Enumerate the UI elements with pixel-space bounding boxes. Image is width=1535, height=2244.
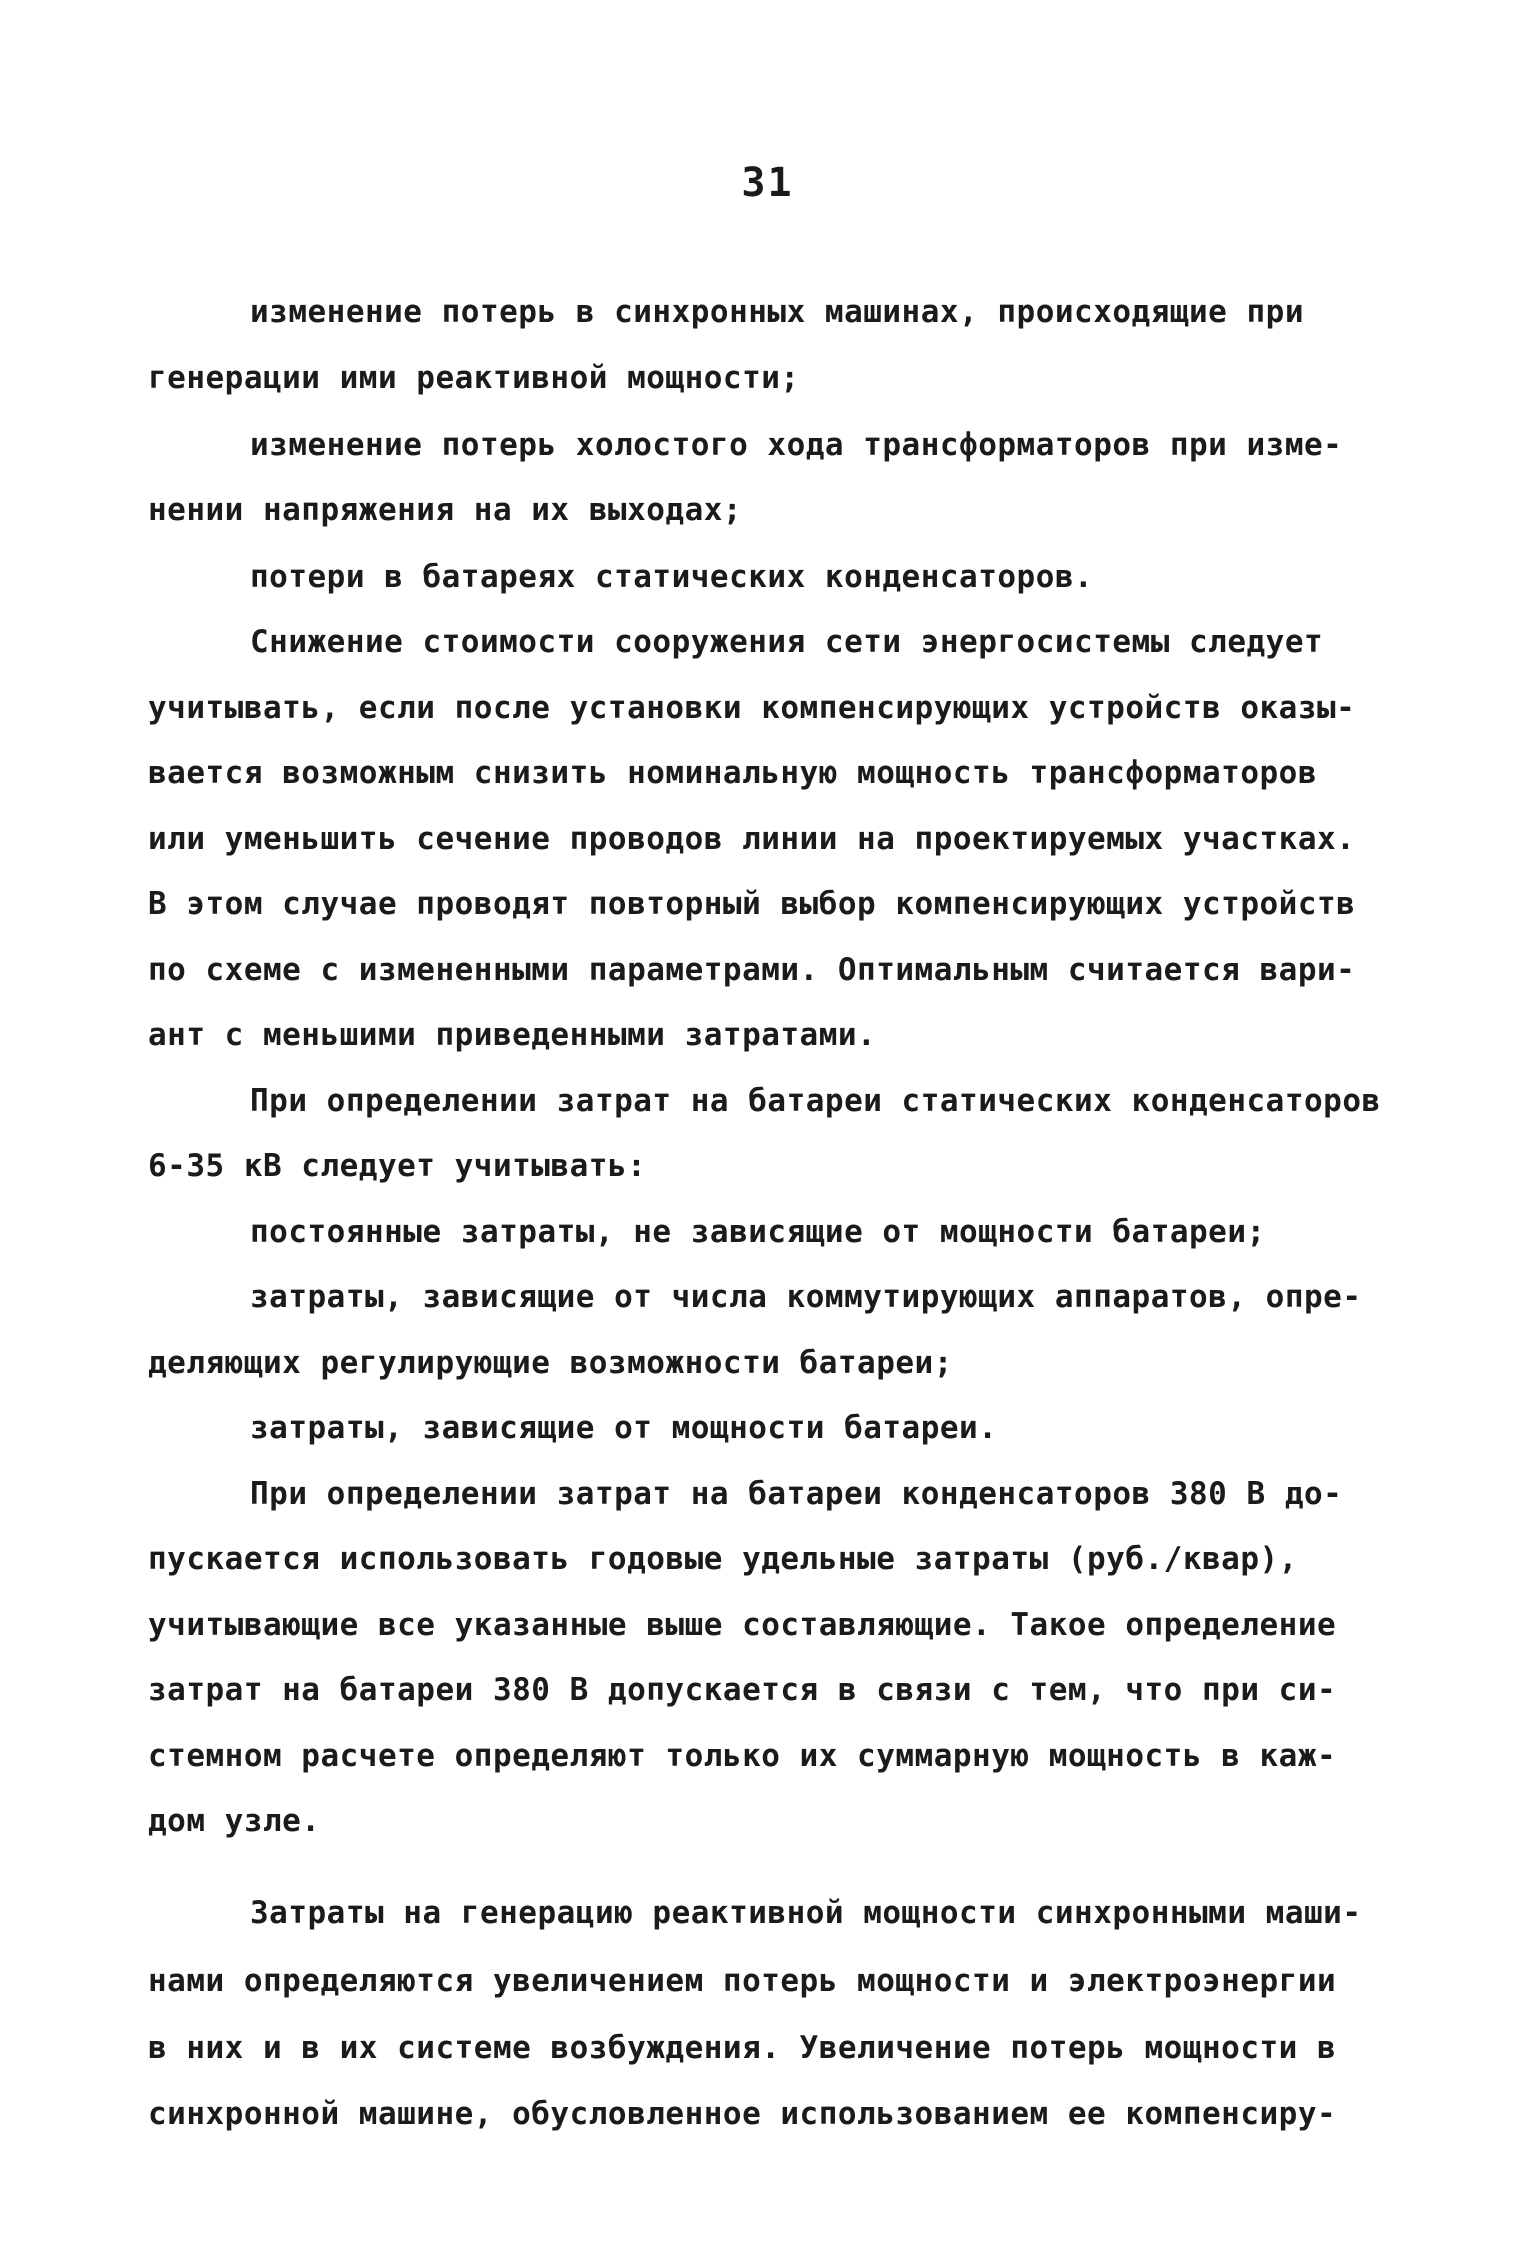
text-line: затрат на батареи 380 В допускается в связи с тем, что при си- [148, 1672, 1337, 1708]
text-line: стемном расчете определяют только их суммарную мощность в каж- [148, 1738, 1337, 1774]
text-line: вается возможным снизить номинальную мощность трансформаторов [148, 755, 1317, 791]
text-line: В этом случае проводят повторный выбор компенсирующих устройств [148, 886, 1356, 922]
text-line: деляющих регулирующие возможности батареи; [148, 1345, 953, 1381]
text-line: генерации ими реактивной мощности; [148, 360, 800, 396]
text-line: При определении затрат на батареи статических конденсаторов [250, 1083, 1381, 1119]
text-line: При определении затрат на батареи конденсаторов 380 В до- [250, 1476, 1343, 1512]
text-line: синхронной машине, обусловленное использованием ее компенсиру- [148, 2096, 1337, 2132]
text-line: Затраты на генерацию реактивной мощности синхронными маши- [250, 1895, 1362, 1931]
page-number: 31 [741, 160, 794, 206]
text-line: учитывать, если после установки компенсирующих устройств оказы- [148, 690, 1356, 726]
text-line: 6-35 кВ следует учитывать: [148, 1148, 647, 1184]
text-line: дом узле. [148, 1803, 321, 1839]
text-line: затраты, зависящие от числа коммутирующих аппаратов, опре- [250, 1279, 1362, 1315]
text-line: потери в батареях статических конденсаторов. [250, 559, 1094, 595]
text-line: нами определяются увеличением потерь мощности и электроэнергии [148, 1963, 1337, 1999]
text-line: по схеме с измененными параметрами. Оптимальным считается вари- [148, 952, 1356, 988]
text-line: пускается использовать годовые удельные затраты (руб./квар), [148, 1541, 1298, 1577]
text-line: Снижение стоимости сооружения сети энергосистемы следует [250, 624, 1324, 660]
text-line: учитывающие все указанные выше составляющие. Такое определение [148, 1607, 1337, 1643]
text-line: постоянные затраты, не зависящие от мощности батареи; [250, 1214, 1266, 1250]
text-line: или уменьшить сечение проводов линии на проектируемых участках. [148, 821, 1356, 857]
text-line: ант с меньшими приведенными затратами. [148, 1017, 877, 1053]
text-line: в них и в их системе возбуждения. Увеличение потерь мощности в [148, 2030, 1337, 2066]
text-line: изменение потерь в синхронных машинах, происходящие при [250, 294, 1304, 330]
text-line: затраты, зависящие от мощности батареи. [250, 1410, 998, 1446]
text-line: нении напряжения на их выходах; [148, 492, 743, 528]
text-line: изменение потерь холостого хода трансформаторов при изме- [250, 427, 1343, 463]
